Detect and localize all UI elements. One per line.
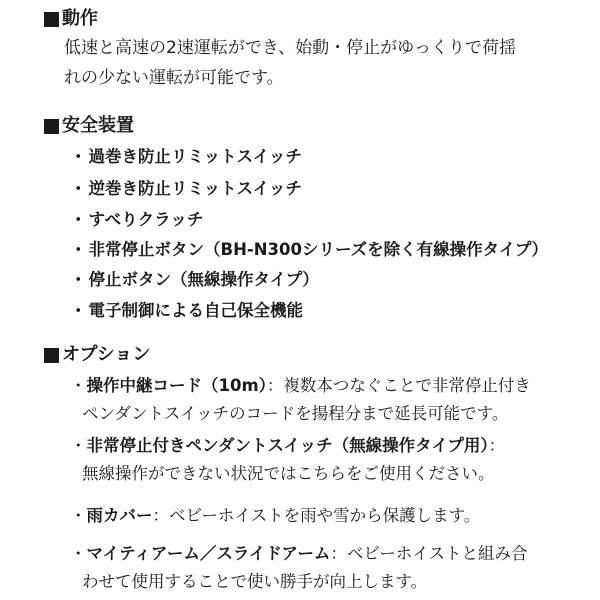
- safety-item-label: すべりクラッチ: [88, 210, 204, 229]
- option-name: 雨カバー: [86, 506, 153, 525]
- bullet: ・: [70, 240, 87, 259]
- safety-item: [70, 209, 203, 231]
- option-desc-line2: ペンダントスイッチのコードを揚程分まで延長可能です。: [82, 404, 509, 423]
- bullet: ・: [70, 376, 87, 395]
- option-name: 操作中継コード（10m）: [86, 376, 267, 395]
- option-item: [70, 372, 531, 428]
- bullet: ・: [70, 544, 87, 563]
- paragraph-line: 低速と高速の2速運転ができ、始動・停止がゆっくりで荷揺: [64, 38, 516, 58]
- section-heading-options: [44, 344, 150, 366]
- safety-item-label: 逆巻き防止リミットスイッチ: [88, 179, 302, 198]
- option-name: 非常停止付きペンダントスイッチ（無線操作タイプ用）: [86, 436, 489, 455]
- option-desc: ：複数本つなぐことで非常停止付き: [266, 376, 531, 395]
- square-bullet-icon: [44, 348, 59, 363]
- safety-item: [70, 178, 302, 200]
- section-title: 安全装置: [62, 115, 134, 136]
- option-name: マイティアーム／スライドアーム: [86, 544, 331, 563]
- option-item: [70, 432, 505, 488]
- option-item: [70, 540, 528, 596]
- option-desc: ：: [488, 436, 506, 455]
- paragraph-line: れの少ない運転が可能です。: [64, 68, 284, 88]
- safety-item: [70, 269, 319, 291]
- option-desc-line2: わせて使用することで使い勝手が向上します。: [82, 572, 428, 591]
- safety-item-label: 非常停止ボタン（BH-N300シリーズを除く有線操作タイプ）: [88, 240, 548, 259]
- safety-item-label: 過巻き防止リミットスイッチ: [88, 147, 302, 166]
- safety-item: [70, 239, 548, 261]
- bullet: ・: [70, 301, 87, 320]
- section-title: オプション: [62, 344, 151, 365]
- bullet: ・: [70, 179, 87, 198]
- bullet: ・: [70, 270, 87, 289]
- safety-item: [70, 300, 303, 322]
- option-item: [70, 502, 480, 530]
- safety-item-label: 停止ボタン（無線操作タイプ）: [88, 270, 319, 289]
- safety-item: [70, 146, 302, 168]
- square-bullet-icon: [44, 12, 59, 27]
- section-heading-operation: [44, 8, 98, 30]
- option-desc-line2: 無線操作ができない状況ではこちらをご使用ください。: [82, 464, 495, 483]
- bullet: ・: [70, 210, 87, 229]
- section-heading-safety: [44, 115, 134, 137]
- section-title: 動作: [62, 8, 98, 29]
- bullet: ・: [70, 436, 87, 455]
- operation-paragraph: [64, 33, 584, 93]
- square-bullet-icon: [44, 119, 59, 134]
- option-desc: ：ベビーホイストと組み合: [330, 544, 528, 563]
- bullet: ・: [70, 147, 87, 166]
- safety-item-label: 電子制御による自己保全機能: [88, 301, 303, 320]
- option-desc: ：ベビーホイストを雨や雪から保護します。: [152, 506, 481, 525]
- bullet: ・: [70, 506, 87, 525]
